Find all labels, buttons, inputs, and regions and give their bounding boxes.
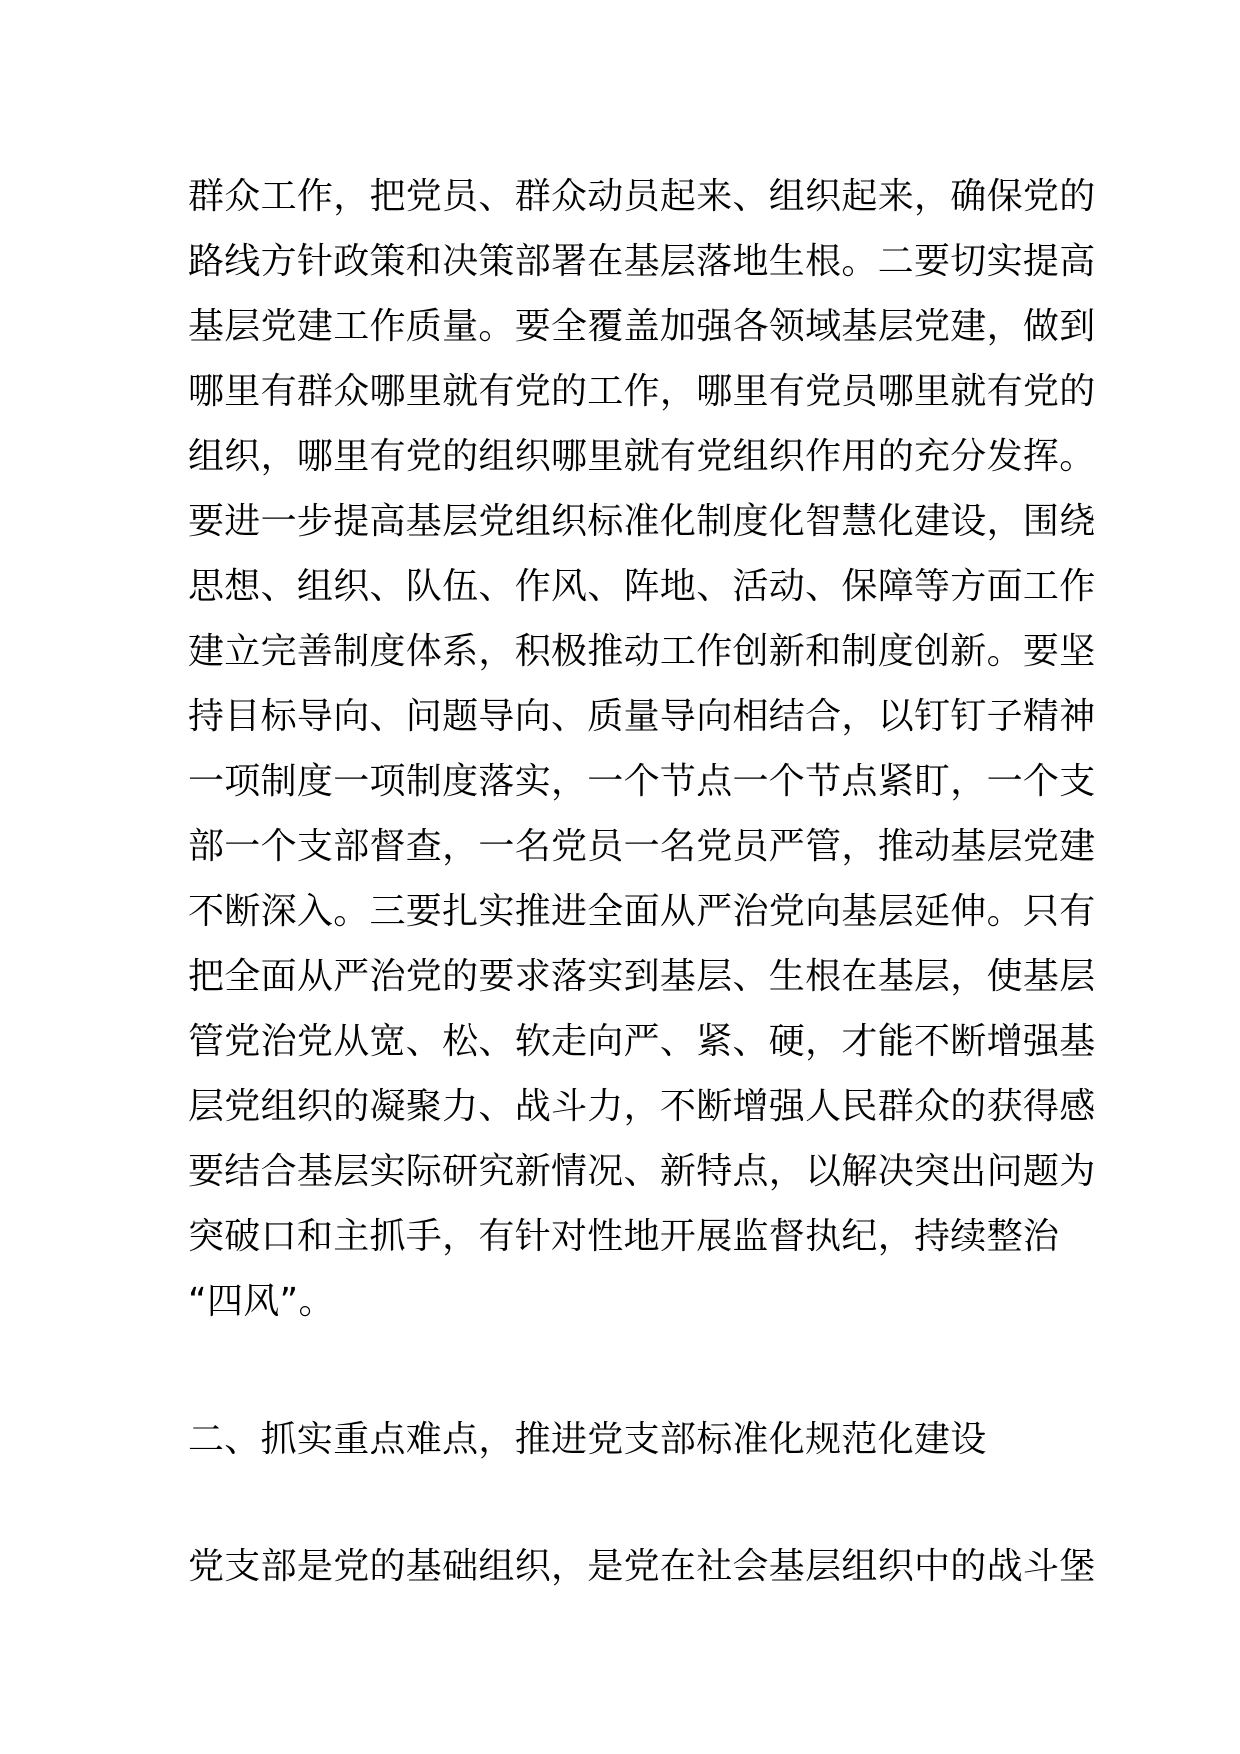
text-line: 群众工作，把党员、群众动员起来、组织起来，确保党的 (188, 176, 1096, 217)
text-line: 建立完善制度体系，积极推动工作创新和制度创新。要坚 (188, 631, 1096, 672)
text-line: 把全面从严治党的要求落实到基层、生根在基层，使基层 (188, 956, 1096, 997)
body-paragraph (188, 164, 1096, 1334)
section-heading-text: 二、抓实重点难点，推进党支部标准化规范化建设 (188, 1419, 987, 1460)
text-line: “四风”。 (188, 1281, 335, 1322)
text-line: 基层党建工作质量。要全覆盖加强各领域基层党建，做到 (188, 306, 1096, 347)
text-line: 思想、组织、队伍、作风、阵地、活动、保障等方面工作 (188, 566, 1096, 607)
text-line: 一项制度一项制度落实，一个节点一个节点紧盯，一个支 (188, 761, 1096, 802)
text-line: 突破口和主抓手，有针对性地开展监督执纪，持续整治 (188, 1216, 1060, 1257)
text-line: 要结合基层实际研究新情况、新特点，以解决突出问题为 (188, 1151, 1096, 1192)
next-paragraph (188, 1534, 1096, 1599)
text-line: 要进一步提高基层党组织标准化制度化智慧化建设，围绕 (188, 501, 1096, 542)
text-line: 党支部是党的基础组织，是党在社会基层组织中的战斗堡 (188, 1546, 1096, 1587)
text-line: 哪里有群众哪里就有党的工作，哪里有党员哪里就有党的 (188, 371, 1096, 412)
text-line: 路线方针政策和决策部署在基层落地生根。二要切实提高 (188, 241, 1096, 282)
text-line: 管党治党从宽、松、软走向严、紧、硬，才能不断增强基 (188, 1021, 1096, 1062)
section-heading (188, 1407, 1068, 1472)
text-line: 不断深入。三要扎实推进全面从严治党向基层延伸。只有 (188, 891, 1096, 932)
text-line: 组织，哪里有党的组织哪里就有党组织作用的充分发挥。 (188, 436, 1096, 477)
text-line: 持目标导向、问题导向、质量导向相结合，以钉钉子精神 (188, 696, 1096, 737)
text-line: 部一个支部督查，一名党员一名党员严管，推动基层党建 (188, 826, 1096, 867)
text-line: 层党组织的凝聚力、战斗力，不断增强人民群众的获得感 (188, 1086, 1096, 1127)
